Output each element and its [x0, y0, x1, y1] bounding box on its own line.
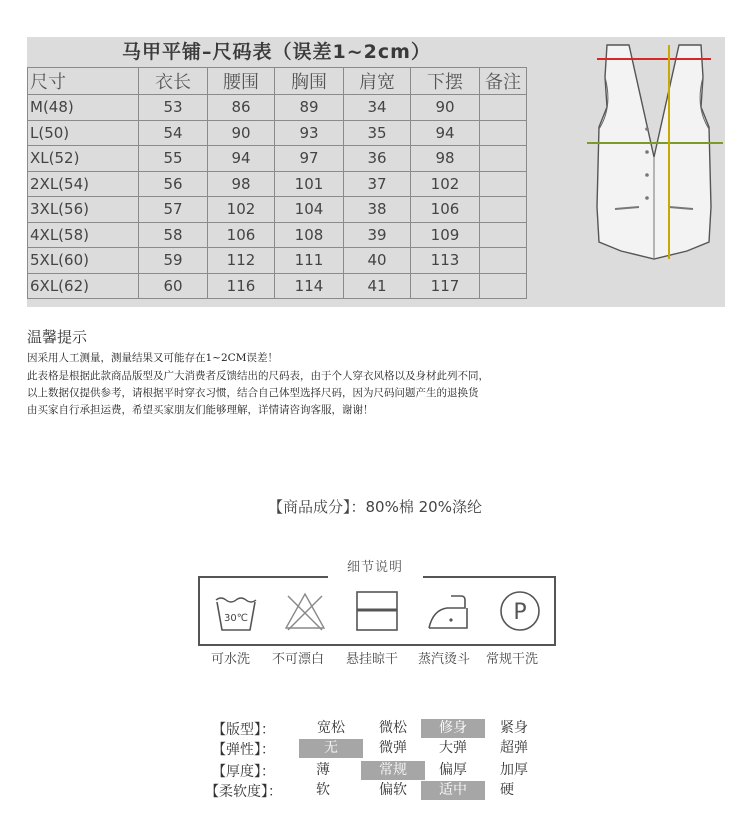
attr-option: 硬 — [500, 782, 514, 798]
care-label-dry-clean: 常规干洗 — [486, 652, 539, 667]
cell-waist: 106 — [208, 222, 275, 248]
cell-length: 59 — [139, 248, 208, 274]
cell-notes — [480, 171, 527, 197]
attr-row-elasticity — [0, 739, 750, 759]
cell-chest: 93 — [275, 120, 344, 146]
tips-line: 此表格是根据此款商品版型及广大消费者反馈结出的尺码表，由于个人穿衣风格以及身材此列不同， — [27, 370, 489, 382]
attr-option: 薄 — [316, 762, 330, 778]
cell-size: 4XL(58) — [28, 222, 139, 248]
cell-notes — [480, 120, 527, 146]
care-label-wash: 可水洗 — [211, 652, 251, 667]
cell-shoulder: 38 — [344, 197, 411, 223]
header-size: 尺寸 — [28, 68, 139, 95]
cell-chest: 101 — [275, 171, 344, 197]
cell-chest: 89 — [275, 95, 344, 121]
header-notes: 备注 — [480, 68, 527, 95]
cell-hem: 102 — [411, 171, 480, 197]
attr-option-selected: 适中 — [421, 781, 485, 800]
cell-waist: 112 — [208, 248, 275, 274]
attr-row-thickness — [0, 761, 750, 781]
cell-hem: 117 — [411, 273, 480, 299]
table-row — [28, 248, 527, 274]
cell-chest: 97 — [275, 146, 344, 172]
cell-hem: 94 — [411, 120, 480, 146]
care-label-hang-dry: 悬挂晾干 — [346, 652, 399, 667]
hang-dry-icon — [354, 588, 400, 634]
table-row — [28, 222, 527, 248]
cell-shoulder: 37 — [344, 171, 411, 197]
table-row — [28, 120, 527, 146]
cell-notes — [480, 197, 527, 223]
attr-option: 大弹 — [439, 740, 467, 756]
vest-diagram-icon — [583, 37, 725, 307]
table-row — [28, 273, 527, 299]
cell-length: 56 — [139, 171, 208, 197]
steam-iron-icon — [427, 588, 473, 634]
cell-hem: 109 — [411, 222, 480, 248]
size-table-header — [28, 68, 527, 95]
cell-hem: 113 — [411, 248, 480, 274]
cell-chest: 114 — [275, 273, 344, 299]
cell-chest: 104 — [275, 197, 344, 223]
no-bleach-icon — [282, 588, 328, 634]
attr-option-selected: 无 — [299, 739, 363, 758]
header-hem: 下摆 — [411, 68, 480, 95]
cell-size: 3XL(56) — [28, 197, 139, 223]
cell-shoulder: 41 — [344, 273, 411, 299]
table-row — [28, 171, 527, 197]
cell-hem: 106 — [411, 197, 480, 223]
cell-waist: 116 — [208, 273, 275, 299]
wash-temp: 30℃ — [224, 613, 248, 624]
cell-waist: 90 — [208, 120, 275, 146]
cell-notes — [480, 273, 527, 299]
care-label-steam-iron: 蒸汽烫斗 — [418, 652, 471, 667]
cell-length: 54 — [139, 120, 208, 146]
cell-hem: 90 — [411, 95, 480, 121]
cell-size: L(50) — [28, 120, 139, 146]
size-table — [27, 67, 527, 299]
attr-name: 【版型】： — [212, 722, 275, 738]
attr-name: 【厚度】： — [212, 764, 275, 780]
dry-clean-icon — [497, 588, 543, 634]
tips-line: 以上数据仅提供参考，请根据平时穿衣习惯，结合自己体型选择尺码，因为尺码问题产生的退换货 — [27, 387, 479, 399]
cell-size: 2XL(54) — [28, 171, 139, 197]
cell-length: 55 — [139, 146, 208, 172]
attr-option: 宽松 — [317, 720, 345, 736]
cell-shoulder: 35 — [344, 120, 411, 146]
cell-length: 60 — [139, 273, 208, 299]
table-row — [28, 197, 527, 223]
attr-option: 微弹 — [379, 740, 407, 756]
cell-shoulder: 40 — [344, 248, 411, 274]
dry-clean-letter: P — [513, 600, 527, 625]
cell-size: XL(52) — [28, 146, 139, 172]
size-chart-title: 马甲平铺–尺码表（误差1~2cm） — [122, 41, 431, 63]
cell-hem: 98 — [411, 146, 480, 172]
header-shoulder: 肩宽 — [344, 68, 411, 95]
cell-size: 6XL(62) — [28, 273, 139, 299]
attr-option: 超弹 — [500, 740, 528, 756]
cell-waist: 86 — [208, 95, 275, 121]
cell-shoulder: 39 — [344, 222, 411, 248]
cell-chest: 108 — [275, 222, 344, 248]
table-row — [28, 95, 527, 121]
attr-option: 软 — [316, 782, 330, 798]
header-length: 衣长 — [139, 68, 208, 95]
cell-length: 58 — [139, 222, 208, 248]
tips-line: 由买家自行承担运费，希望买家朋友们能够理解，详情请咨询客服，谢谢！ — [27, 404, 374, 416]
cell-length: 57 — [139, 197, 208, 223]
care-box-top-right — [423, 576, 556, 578]
cell-notes — [480, 222, 527, 248]
cell-chest: 111 — [275, 248, 344, 274]
attr-name: 【柔软度】： — [205, 784, 282, 800]
care-title: 细节说明 — [346, 560, 403, 575]
header-waist: 腰围 — [208, 68, 275, 95]
attr-option-selected: 常规 — [361, 761, 425, 780]
care-box-top-left — [198, 576, 328, 578]
cell-notes — [480, 248, 527, 274]
header-chest: 胸围 — [275, 68, 344, 95]
attr-name: 【弹性】： — [212, 742, 275, 758]
size-chart — [27, 37, 725, 307]
cell-waist: 94 — [208, 146, 275, 172]
attr-option: 偏软 — [379, 782, 407, 798]
tips-line: 因采用人工测量，测量结果又可能存在1~2CM误差！ — [27, 352, 278, 364]
cell-notes — [480, 95, 527, 121]
wash-30-icon — [213, 588, 259, 634]
composition-text: 【商品成分】：80%棉 20%涤纶 — [268, 498, 482, 516]
cell-length: 53 — [139, 95, 208, 121]
cell-waist: 98 — [208, 171, 275, 197]
attr-option: 加厚 — [500, 762, 528, 778]
attr-row-softness — [0, 781, 750, 801]
attr-option: 偏厚 — [439, 762, 467, 778]
cell-notes — [480, 146, 527, 172]
cell-shoulder: 36 — [344, 146, 411, 172]
care-label-no-bleach: 不可漂白 — [272, 652, 325, 667]
attr-option: 微松 — [379, 720, 407, 736]
attr-option: 紧身 — [500, 720, 528, 736]
cell-size: 5XL(60) — [28, 248, 139, 274]
cell-waist: 102 — [208, 197, 275, 223]
cell-size: M(48) — [28, 95, 139, 121]
table-row — [28, 146, 527, 172]
attr-option-selected: 修身 — [421, 719, 485, 738]
tips-title: 温馨提示 — [27, 328, 88, 346]
attr-row-fit — [0, 719, 750, 739]
cell-shoulder: 34 — [344, 95, 411, 121]
